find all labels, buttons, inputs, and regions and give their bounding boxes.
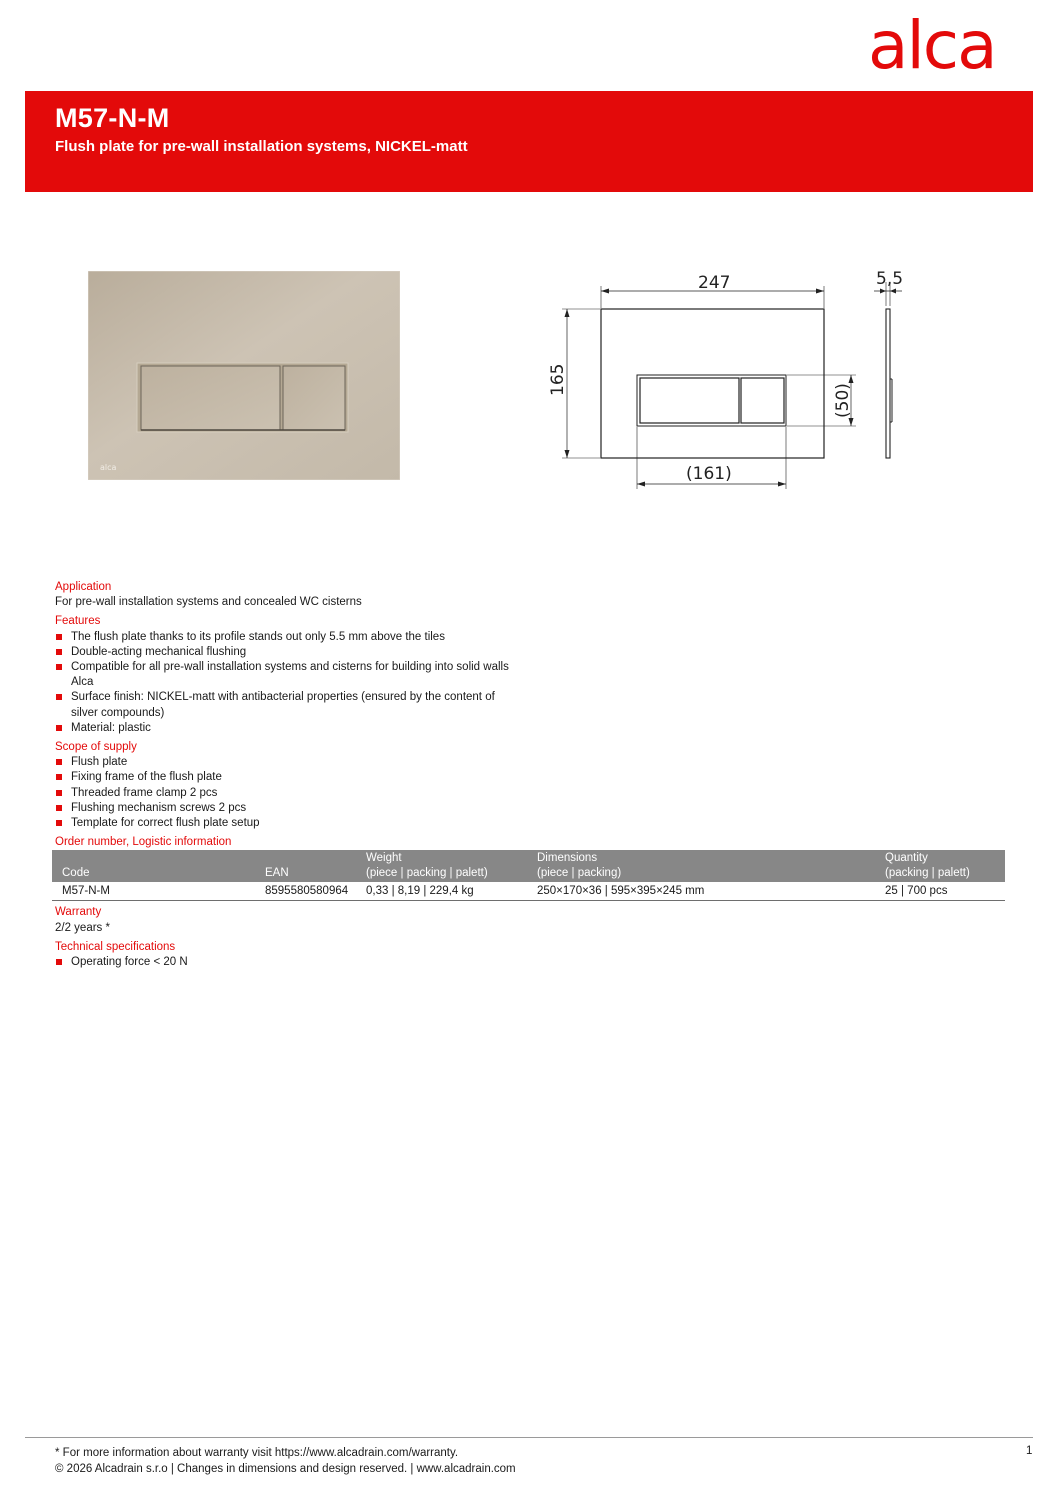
cell-dimensions: 250×170×36 | 595×395×245 mm	[537, 882, 885, 901]
dim-button-width: (161)	[686, 464, 732, 484]
list-item: Compatible for all pre-wall installation systems and cisterns for building into solid walls Alca	[55, 660, 511, 690]
product-photo	[88, 271, 400, 480]
list-item: Flush plate	[55, 755, 511, 770]
header-weight: Weight (piece | packing | palett)	[366, 850, 537, 882]
header-dimensions: Dimensions (piece | packing)	[537, 850, 885, 882]
list-item: Material: plastic	[55, 721, 511, 736]
product-title: Flush plate for pre-wall installation systems, NICKEL-matt	[55, 138, 468, 155]
logo-text: alca	[868, 12, 996, 74]
features-list	[55, 630, 1015, 736]
footer-copyright: © 2026 Alcadrain s.r.o | Changes in dimensions and design reserved. | www.alcadrain.com	[55, 1463, 516, 1475]
list-item: The flush plate thanks to its profile stands out only 5.5 mm above the tiles	[55, 630, 511, 645]
header-ean: EAN	[265, 850, 366, 882]
photo-logo: alca	[100, 463, 117, 472]
list-item: Template for correct flush plate setup	[55, 816, 511, 831]
table-header-row	[52, 850, 1005, 882]
cell-quantity: 25 | 700 pcs	[885, 882, 1005, 901]
technical-drawing	[538, 262, 908, 494]
dim-width: 247	[698, 273, 731, 293]
warranty-title: Warranty	[55, 906, 102, 919]
order-title: Order number, Logistic information	[55, 836, 232, 849]
table-row	[52, 882, 1005, 901]
scope-list	[55, 755, 1015, 831]
product-code: M57-N-M	[55, 103, 170, 133]
application-title: Application	[55, 581, 112, 593]
list-item: Flushing mechanism screws 2 pcs	[55, 801, 511, 816]
list-item: Fixing frame of the flush plate	[55, 770, 511, 785]
cell-code: M57-N-M	[52, 882, 265, 901]
header-quantity: Quantity (packing | palett)	[885, 850, 1005, 882]
footer	[55, 1445, 516, 1477]
application-text: For pre-wall installation systems and concealed WC cisterns	[55, 596, 362, 609]
tech-list	[55, 955, 1015, 970]
dim-depth: 5,5	[876, 269, 904, 289]
list-item: Surface finish: NICKEL-matt with antibacterial properties (ensured by the content of silver compounds)	[55, 690, 511, 720]
warranty-text: 2/2 years *	[55, 921, 110, 934]
cell-ean: 8595580580964	[265, 882, 366, 901]
scope-title: Scope of supply	[55, 741, 137, 754]
dim-button-height: (50)	[833, 383, 853, 418]
footer-note: * For more information about warranty visit https://www.alcadrain.com/warranty.	[55, 1447, 459, 1459]
list-item: Threaded frame clamp 2 pcs	[55, 786, 511, 801]
dim-height: 165	[548, 363, 568, 396]
header-code: Code	[52, 850, 265, 882]
alca-logo	[868, 12, 1038, 74]
list-item: Double-acting mechanical flushing	[55, 645, 511, 660]
tech-title: Technical specifications	[55, 940, 176, 953]
title-banner	[25, 91, 1033, 192]
features-title: Features	[55, 615, 101, 628]
spec-content	[55, 580, 1015, 970]
footer-divider	[25, 1437, 1033, 1438]
cell-weight: 0,33 | 8,19 | 229,4 kg	[366, 882, 537, 901]
page-number: 1	[1026, 1445, 1033, 1457]
order-table	[52, 850, 1005, 901]
list-item: Operating force < 20 N	[55, 955, 511, 970]
